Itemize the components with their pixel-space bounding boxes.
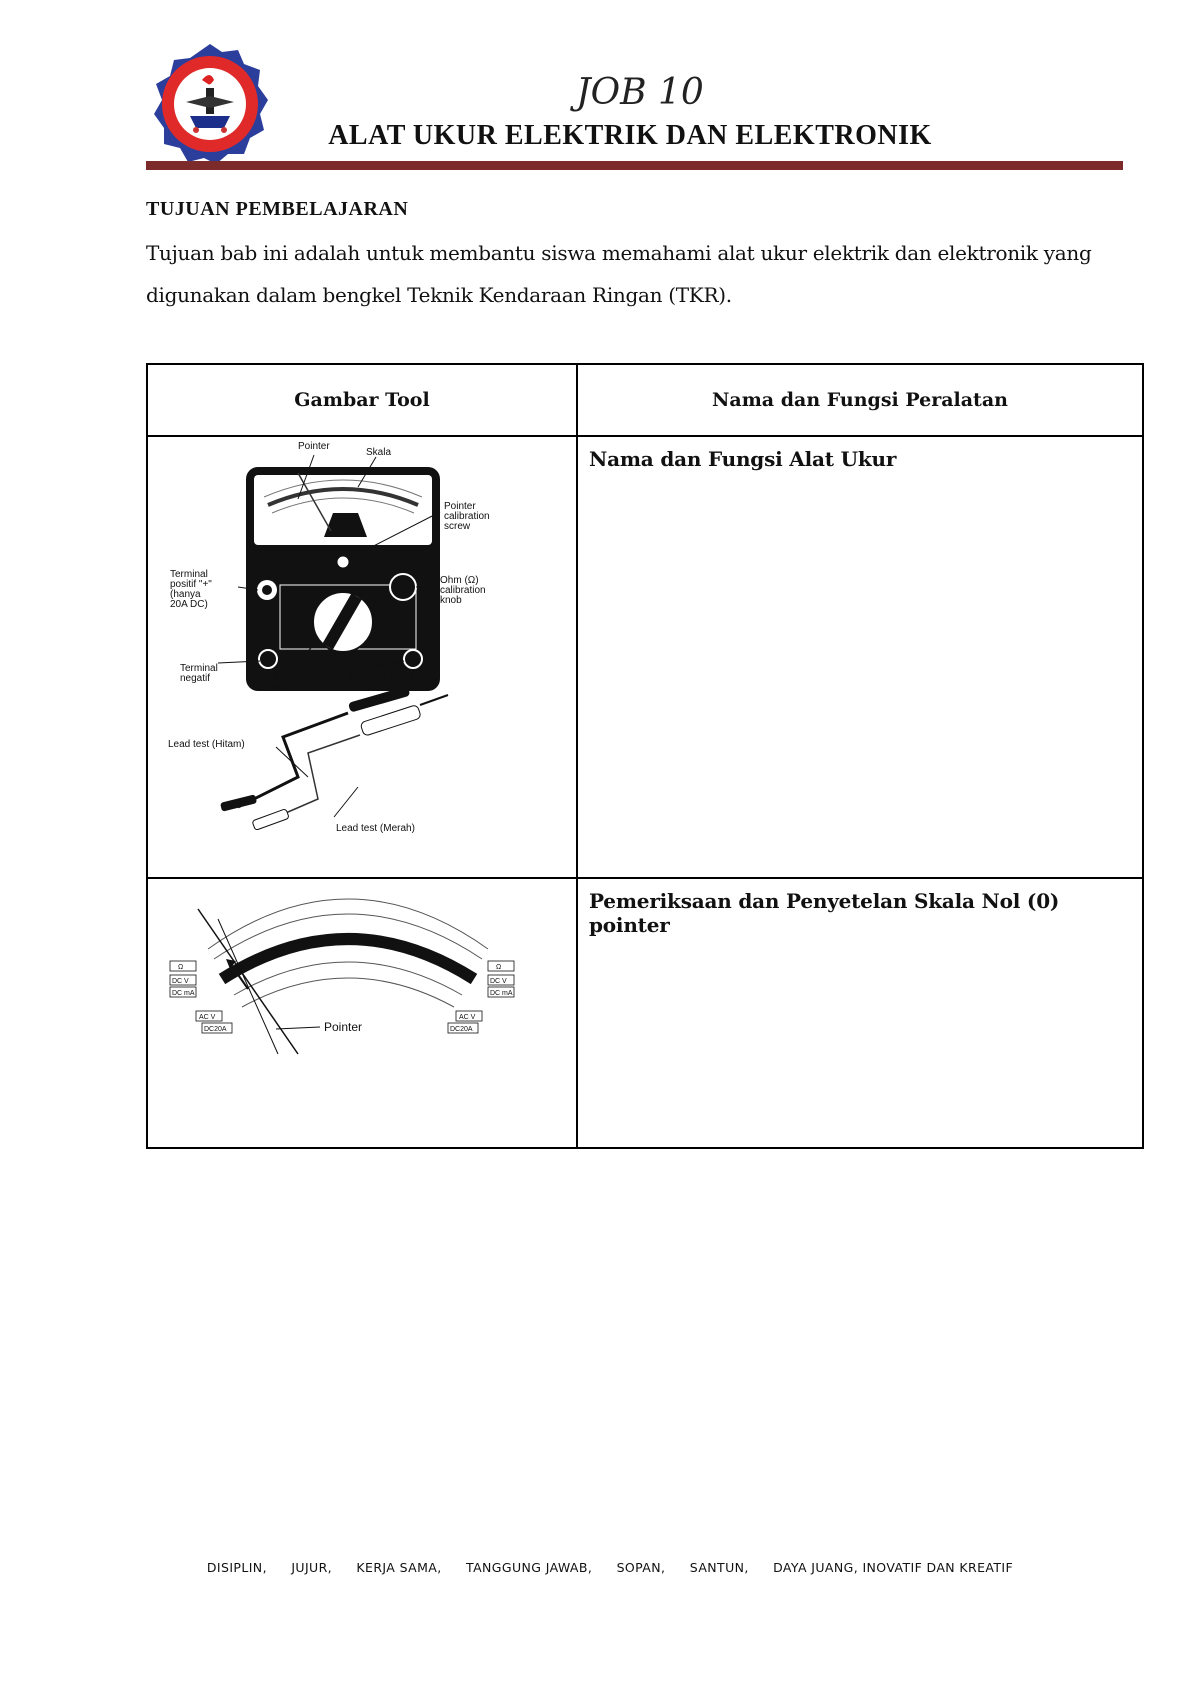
label-lead-black: Lead test (Hitam) xyxy=(168,739,245,750)
header-gambar-tool: Gambar Tool xyxy=(147,364,577,436)
table-header-row xyxy=(147,364,1143,436)
tools-table xyxy=(146,363,1144,1149)
table-row xyxy=(147,436,1143,878)
header-nama-fungsi: Nama dan Fungsi Peralatan xyxy=(577,364,1143,436)
label-range-2: range xyxy=(266,681,292,692)
label-acv-left: AC V xyxy=(199,1014,216,1021)
terminal-positif xyxy=(404,650,422,668)
footer-value: KERJA SAMA, xyxy=(356,1560,442,1575)
lead-test-merah xyxy=(252,695,448,830)
label-calib-3: screw xyxy=(444,521,471,532)
label-term-pos-3: (hanya xyxy=(170,589,201,600)
label-dcv-left: DC V xyxy=(172,978,189,985)
label-term-neg-1: Terminal xyxy=(180,663,218,674)
job-number: JOB 10 xyxy=(576,72,704,113)
section-title: TUJUAN PEMBELAJARAN xyxy=(146,198,409,220)
label-pointer: Pointer xyxy=(298,441,330,452)
section-text: Tujuan bab ini adalah untuk membantu siswa memahami alat ukur elektrik dan elektronik yang digunakan dalam bengkel Teknik Kendaraan Ringan (TKR). xyxy=(146,241,1092,307)
label-dc20a-left: DC20A xyxy=(204,1026,227,1033)
multimeter-figure xyxy=(148,437,568,873)
figure-cell xyxy=(147,878,577,1148)
label-ohm-1: Ohm (Ω) xyxy=(440,575,479,586)
label-term-pos-1: Terminal xyxy=(170,569,208,580)
label-omega-right: Ω xyxy=(496,964,502,971)
label-term-neg-2: negatif xyxy=(180,673,211,684)
scale-figure xyxy=(148,879,568,1059)
label-omega-left: Ω xyxy=(178,964,184,971)
label-ohm-3: knob xyxy=(440,595,462,606)
label-term-pos-4: 20A DC) xyxy=(170,599,208,610)
scale-arc-mirror xyxy=(222,939,474,979)
label-skala: Skala xyxy=(366,447,392,458)
footer-value: SANTUN, xyxy=(689,1560,749,1575)
label-dc20a-right: DC20A xyxy=(450,1026,473,1033)
label-calib-1: Pointer xyxy=(444,501,476,512)
footer-value: DISIPLIN, xyxy=(206,1560,267,1575)
footer-value: SOPAN, xyxy=(616,1560,666,1575)
footer-values xyxy=(0,1560,1200,1575)
page-title: ALAT UKUR ELEKTRIK DAN ELEKTRONIK xyxy=(328,120,932,151)
label-dcma-right: DC mA xyxy=(490,990,513,997)
ohm-calibration-knob xyxy=(390,574,416,600)
logo-badge xyxy=(154,44,268,164)
label-range-1: Pilihan xyxy=(266,671,297,682)
description-cell xyxy=(577,878,1143,1148)
label-acv-right: AC V xyxy=(459,1014,476,1021)
table-row xyxy=(147,878,1143,1148)
row-title: Nama dan Fungsi Alat Ukur xyxy=(589,447,897,471)
footer-value: DAYA JUANG, INOVATIF DAN KREATIF xyxy=(773,1560,1014,1575)
footer-value: JUJUR, xyxy=(291,1560,333,1575)
label-dcma-left: DC mA xyxy=(172,990,195,997)
label-calib-2: calibration xyxy=(444,511,490,522)
label-term-pos-b: Terminal positif xyxy=(348,671,415,682)
row-title: Pemeriksaan dan Penyetelan Skala Nol (0) pointer xyxy=(589,889,1060,937)
figure-cell xyxy=(147,436,577,878)
label-lead-red: Lead test (Merah) xyxy=(336,823,415,834)
label-dcv-right: DC V xyxy=(490,978,507,985)
calibration-screw xyxy=(337,556,349,568)
terminal-negatif xyxy=(259,650,277,668)
label-pointer: Pointer xyxy=(324,1020,363,1034)
label-term-pos-2: positif "+" xyxy=(170,579,212,590)
header-divider xyxy=(146,161,1123,170)
school-logo xyxy=(146,40,274,168)
label-ohm-2: calibration xyxy=(440,585,486,596)
footer-value: TANGGUNG JAWAB, xyxy=(466,1560,593,1575)
description-cell xyxy=(577,436,1143,878)
